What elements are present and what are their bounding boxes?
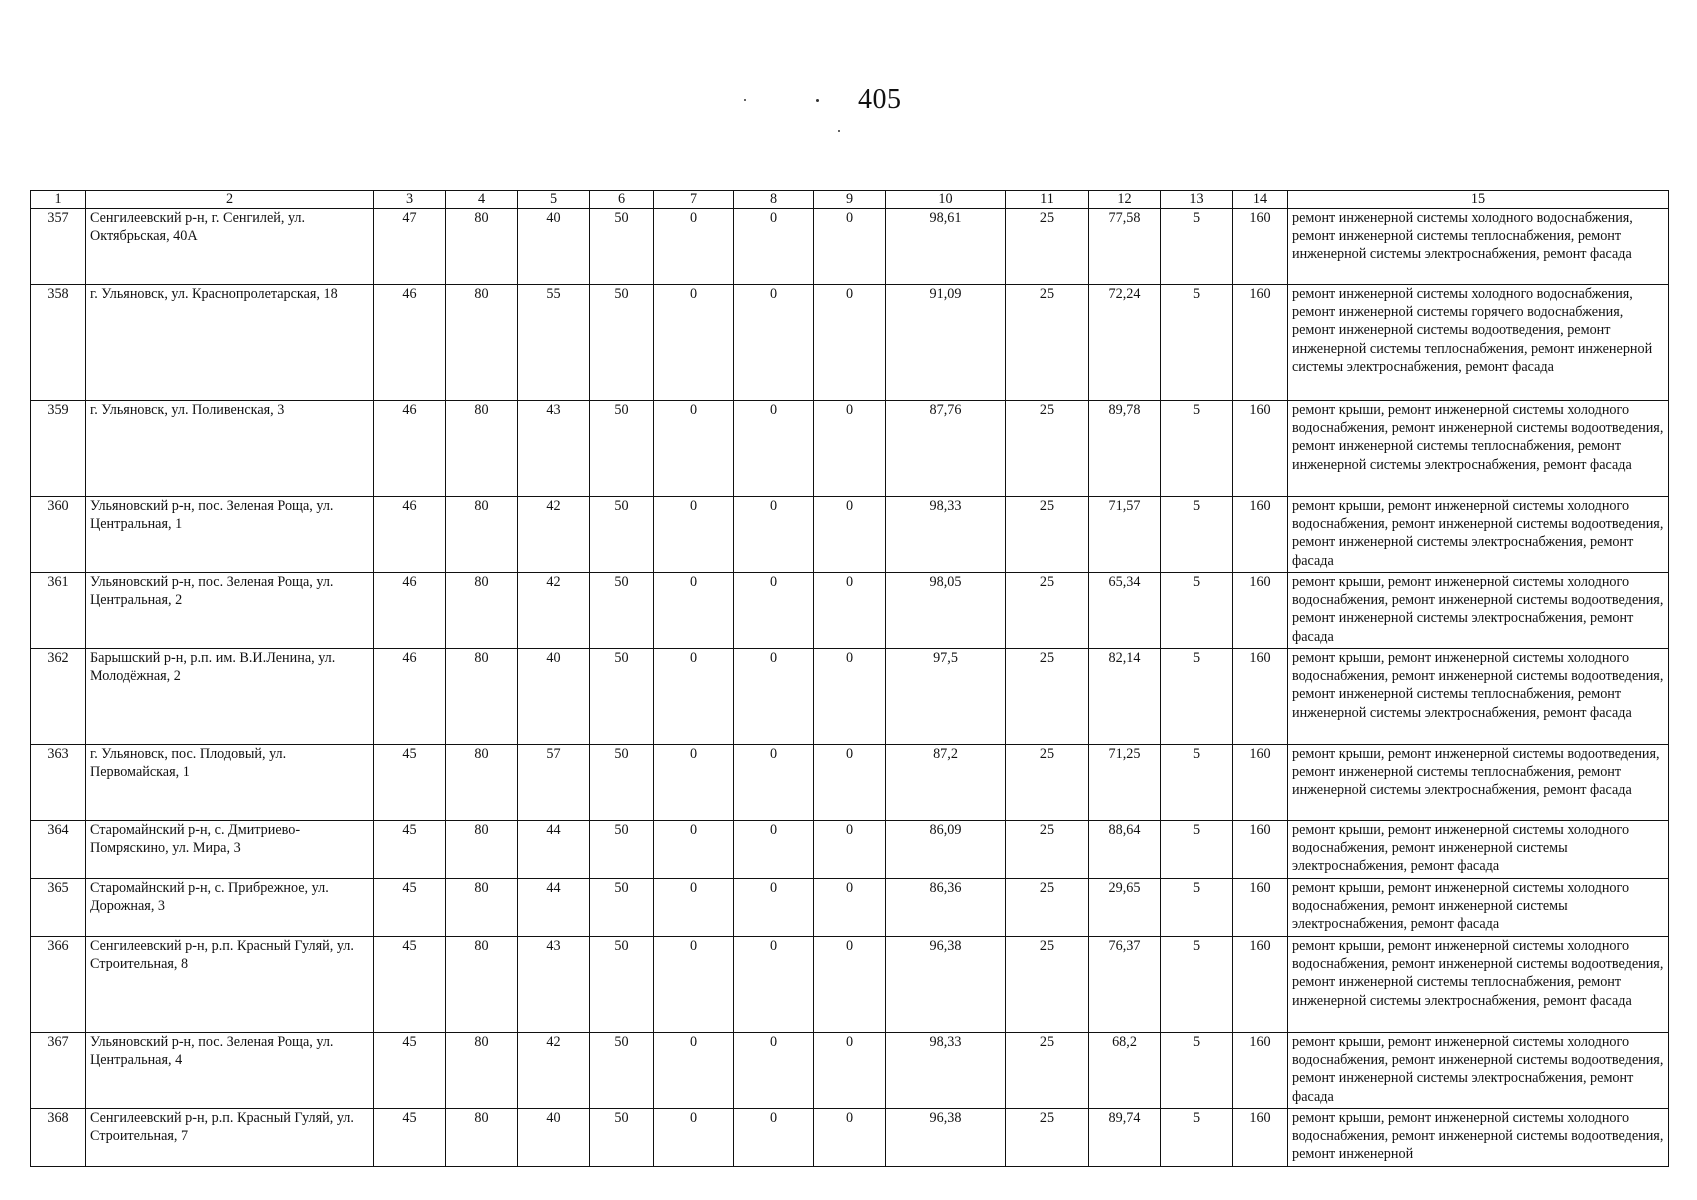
address-cell: Сенгилеевский р-н, р.п. Красный Гуляй, ул. Строительная, 7 xyxy=(86,1109,374,1167)
column-header-13: 13 xyxy=(1161,191,1233,209)
col-12-cell: 72,24 xyxy=(1089,285,1161,401)
col-8-cell: 0 xyxy=(734,497,814,573)
col-6-cell: 50 xyxy=(590,1033,654,1109)
row-number-cell: 359 xyxy=(31,401,86,497)
address-cell: Старомайнский р-н, с. Прибрежное, ул. Дорожная, 3 xyxy=(86,879,374,937)
col-13-cell: 5 xyxy=(1161,821,1233,879)
col-9-cell: 0 xyxy=(814,1109,886,1167)
col-10-cell: 98,33 xyxy=(886,497,1006,573)
col-13-cell: 5 xyxy=(1161,937,1233,1033)
address-cell: Ульяновский р-н, пос. Зеленая Роща, ул. Центральная, 1 xyxy=(86,497,374,573)
col-5-cell: 44 xyxy=(518,821,590,879)
works-list-cell: ремонт крыши, ремонт инженерной системы холодного водоснабжения, ремонт инженерной системы водоотведения, ремонт инженерной системы электроснабжения, ремонт фасада xyxy=(1288,1033,1669,1109)
col-11-cell: 25 xyxy=(1006,401,1089,497)
col-3-cell: 46 xyxy=(374,649,446,745)
col-4-cell: 80 xyxy=(446,937,518,1033)
col-9-cell: 0 xyxy=(814,209,886,285)
col-11-cell: 25 xyxy=(1006,937,1089,1033)
col-13-cell: 5 xyxy=(1161,1033,1233,1109)
table-row xyxy=(31,573,1669,649)
col-14-cell: 160 xyxy=(1233,285,1288,401)
col-5-cell: 42 xyxy=(518,497,590,573)
table-row xyxy=(31,497,1669,573)
col-12-cell: 29,65 xyxy=(1089,879,1161,937)
column-header-7: 7 xyxy=(654,191,734,209)
col-11-cell: 25 xyxy=(1006,1109,1089,1167)
scan-speck xyxy=(816,99,819,102)
column-header-11: 11 xyxy=(1006,191,1089,209)
row-number-cell: 366 xyxy=(31,937,86,1033)
col-8-cell: 0 xyxy=(734,745,814,821)
column-header-15: 15 xyxy=(1288,191,1669,209)
col-5-cell: 42 xyxy=(518,1033,590,1109)
column-header-4: 4 xyxy=(446,191,518,209)
col-10-cell: 96,38 xyxy=(886,937,1006,1033)
column-number-header xyxy=(31,191,1669,209)
col-8-cell: 0 xyxy=(734,573,814,649)
address-cell: Старомайнский р-н, с. Дмитриево-Помряскино, ул. Мира, 3 xyxy=(86,821,374,879)
col-9-cell: 0 xyxy=(814,745,886,821)
col-7-cell: 0 xyxy=(654,745,734,821)
col-9-cell: 0 xyxy=(814,879,886,937)
scan-speck xyxy=(744,99,746,101)
col-11-cell: 25 xyxy=(1006,649,1089,745)
column-header-5: 5 xyxy=(518,191,590,209)
table-row xyxy=(31,285,1669,401)
table-body xyxy=(31,209,1669,1167)
col-8-cell: 0 xyxy=(734,401,814,497)
col-13-cell: 5 xyxy=(1161,401,1233,497)
table-row xyxy=(31,1109,1669,1167)
col-12-cell: 68,2 xyxy=(1089,1033,1161,1109)
col-6-cell: 50 xyxy=(590,401,654,497)
works-list-cell: ремонт инженерной системы холодного водоснабжения, ремонт инженерной системы горячего водоснабжения, ремонт инженерной системы водоотведения, ремонт инженерной системы теплоснабжения, ремонт инженерной системы электроснабжения, ремонт фасада xyxy=(1288,285,1669,401)
works-list-cell: ремонт крыши, ремонт инженерной системы холодного водоснабжения, ремонт инженерной системы водоотведения, ремонт инженерной системы электроснабжения, ремонт фасада xyxy=(1288,497,1669,573)
col-5-cell: 57 xyxy=(518,745,590,821)
col-7-cell: 0 xyxy=(654,497,734,573)
col-14-cell: 160 xyxy=(1233,1033,1288,1109)
col-13-cell: 5 xyxy=(1161,745,1233,821)
col-10-cell: 87,2 xyxy=(886,745,1006,821)
col-5-cell: 43 xyxy=(518,401,590,497)
col-3-cell: 45 xyxy=(374,821,446,879)
col-10-cell: 98,61 xyxy=(886,209,1006,285)
col-10-cell: 98,05 xyxy=(886,573,1006,649)
col-3-cell: 45 xyxy=(374,1033,446,1109)
works-list-cell: ремонт крыши, ремонт инженерной системы холодного водоснабжения, ремонт инженерной системы водоотведения, ремонт инженерной системы теплоснабжения, ремонт инженерной системы электроснабжения, ремонт фасада xyxy=(1288,937,1669,1033)
column-header-8: 8 xyxy=(734,191,814,209)
col-6-cell: 50 xyxy=(590,649,654,745)
col-6-cell: 50 xyxy=(590,573,654,649)
col-13-cell: 5 xyxy=(1161,497,1233,573)
scan-speck xyxy=(838,130,840,132)
col-10-cell: 86,36 xyxy=(886,879,1006,937)
col-12-cell: 65,34 xyxy=(1089,573,1161,649)
col-10-cell: 91,09 xyxy=(886,285,1006,401)
col-12-cell: 77,58 xyxy=(1089,209,1161,285)
col-13-cell: 5 xyxy=(1161,573,1233,649)
col-14-cell: 160 xyxy=(1233,745,1288,821)
col-7-cell: 0 xyxy=(654,573,734,649)
col-4-cell: 80 xyxy=(446,573,518,649)
table-row xyxy=(31,879,1669,937)
address-cell: Сенгилеевский р-н, р.п. Красный Гуляй, ул. Строительная, 8 xyxy=(86,937,374,1033)
col-5-cell: 40 xyxy=(518,1109,590,1167)
col-3-cell: 45 xyxy=(374,1109,446,1167)
col-3-cell: 45 xyxy=(374,937,446,1033)
col-12-cell: 76,37 xyxy=(1089,937,1161,1033)
works-list-cell: ремонт крыши, ремонт инженерной системы холодного водоснабжения, ремонт инженерной системы водоотведения, ремонт инженерной системы теплоснабжения, ремонт инженерной системы электроснабжения, ремонт фасада xyxy=(1288,649,1669,745)
col-7-cell: 0 xyxy=(654,401,734,497)
col-3-cell: 45 xyxy=(374,745,446,821)
col-13-cell: 5 xyxy=(1161,1109,1233,1167)
works-list-cell: ремонт крыши, ремонт инженерной системы холодного водоснабжения, ремонт инженерной системы водоотведения, ремонт инженерной системы электроснабжения, ремонт фасада xyxy=(1288,573,1669,649)
column-header-14: 14 xyxy=(1233,191,1288,209)
col-13-cell: 5 xyxy=(1161,285,1233,401)
page-number: 405 xyxy=(858,84,902,115)
col-9-cell: 0 xyxy=(814,1033,886,1109)
column-header-9: 9 xyxy=(814,191,886,209)
col-11-cell: 25 xyxy=(1006,745,1089,821)
row-number-cell: 362 xyxy=(31,649,86,745)
col-7-cell: 0 xyxy=(654,821,734,879)
col-9-cell: 0 xyxy=(814,821,886,879)
address-cell: Барышский р-н, р.п. им. В.И.Ленина, ул. Молодёжная, 2 xyxy=(86,649,374,745)
col-3-cell: 46 xyxy=(374,573,446,649)
table-row xyxy=(31,1033,1669,1109)
row-number-cell: 361 xyxy=(31,573,86,649)
table-row xyxy=(31,209,1669,285)
col-4-cell: 80 xyxy=(446,745,518,821)
col-14-cell: 160 xyxy=(1233,573,1288,649)
col-9-cell: 0 xyxy=(814,573,886,649)
works-list-cell: ремонт инженерной системы холодного водоснабжения, ремонт инженерной системы теплоснабжения, ремонт инженерной системы электроснабжения, ремонт фасада xyxy=(1288,209,1669,285)
col-8-cell: 0 xyxy=(734,821,814,879)
row-number-cell: 365 xyxy=(31,879,86,937)
col-12-cell: 71,25 xyxy=(1089,745,1161,821)
works-list-cell: ремонт крыши, ремонт инженерной системы холодного водоснабжения, ремонт инженерной системы электроснабжения, ремонт фасада xyxy=(1288,821,1669,879)
col-7-cell: 0 xyxy=(654,285,734,401)
col-8-cell: 0 xyxy=(734,1033,814,1109)
col-14-cell: 160 xyxy=(1233,497,1288,573)
column-header-2: 2 xyxy=(86,191,374,209)
address-cell: Ульяновский р-н, пос. Зеленая Роща, ул. Центральная, 4 xyxy=(86,1033,374,1109)
col-14-cell: 160 xyxy=(1233,1109,1288,1167)
col-8-cell: 0 xyxy=(734,649,814,745)
works-list-cell: ремонт крыши, ремонт инженерной системы холодного водоснабжения, ремонт инженерной системы водоотведения, ремонт инженерной системы теплоснабжения, ремонт инженерной системы электроснабжения, ремонт фасада xyxy=(1288,401,1669,497)
housing-repair-table xyxy=(30,190,1669,1167)
col-4-cell: 80 xyxy=(446,401,518,497)
col-10-cell: 96,38 xyxy=(886,1109,1006,1167)
col-12-cell: 89,78 xyxy=(1089,401,1161,497)
col-11-cell: 25 xyxy=(1006,1033,1089,1109)
col-13-cell: 5 xyxy=(1161,209,1233,285)
col-9-cell: 0 xyxy=(814,285,886,401)
address-cell: Ульяновский р-н, пос. Зеленая Роща, ул. Центральная, 2 xyxy=(86,573,374,649)
col-6-cell: 50 xyxy=(590,497,654,573)
row-number-cell: 358 xyxy=(31,285,86,401)
col-3-cell: 47 xyxy=(374,209,446,285)
works-list-cell: ремонт крыши, ремонт инженерной системы водоотведения, ремонт инженерной системы теплоснабжения, ремонт инженерной системы электроснабжения, ремонт фасада xyxy=(1288,745,1669,821)
col-12-cell: 82,14 xyxy=(1089,649,1161,745)
col-12-cell: 71,57 xyxy=(1089,497,1161,573)
col-4-cell: 80 xyxy=(446,1109,518,1167)
col-3-cell: 45 xyxy=(374,879,446,937)
column-header-12: 12 xyxy=(1089,191,1161,209)
col-4-cell: 80 xyxy=(446,649,518,745)
col-7-cell: 0 xyxy=(654,1109,734,1167)
row-number-cell: 364 xyxy=(31,821,86,879)
works-list-cell: ремонт крыши, ремонт инженерной системы холодного водоснабжения, ремонт инженерной системы электроснабжения, ремонт фасада xyxy=(1288,879,1669,937)
col-14-cell: 160 xyxy=(1233,821,1288,879)
col-6-cell: 50 xyxy=(590,285,654,401)
row-number-cell: 367 xyxy=(31,1033,86,1109)
col-9-cell: 0 xyxy=(814,649,886,745)
col-11-cell: 25 xyxy=(1006,209,1089,285)
col-8-cell: 0 xyxy=(734,937,814,1033)
col-14-cell: 160 xyxy=(1233,879,1288,937)
col-5-cell: 40 xyxy=(518,649,590,745)
col-7-cell: 0 xyxy=(654,879,734,937)
col-6-cell: 50 xyxy=(590,937,654,1033)
col-10-cell: 86,09 xyxy=(886,821,1006,879)
row-number-cell: 357 xyxy=(31,209,86,285)
works-list-cell: ремонт крыши, ремонт инженерной системы холодного водоснабжения, ремонт инженерной системы водоотведения, ремонт инженерной xyxy=(1288,1109,1669,1167)
col-10-cell: 98,33 xyxy=(886,1033,1006,1109)
column-header-10: 10 xyxy=(886,191,1006,209)
col-9-cell: 0 xyxy=(814,497,886,573)
row-number-cell: 363 xyxy=(31,745,86,821)
col-3-cell: 46 xyxy=(374,285,446,401)
col-4-cell: 80 xyxy=(446,1033,518,1109)
col-9-cell: 0 xyxy=(814,401,886,497)
col-4-cell: 80 xyxy=(446,821,518,879)
col-11-cell: 25 xyxy=(1006,821,1089,879)
col-8-cell: 0 xyxy=(734,879,814,937)
col-9-cell: 0 xyxy=(814,937,886,1033)
col-8-cell: 0 xyxy=(734,209,814,285)
col-5-cell: 42 xyxy=(518,573,590,649)
address-cell: г. Ульяновск, ул. Краснопролетарская, 18 xyxy=(86,285,374,401)
col-5-cell: 44 xyxy=(518,879,590,937)
col-8-cell: 0 xyxy=(734,1109,814,1167)
table-row xyxy=(31,745,1669,821)
col-13-cell: 5 xyxy=(1161,879,1233,937)
col-11-cell: 25 xyxy=(1006,573,1089,649)
col-3-cell: 46 xyxy=(374,497,446,573)
address-cell: г. Ульяновск, пос. Плодовый, ул. Первомайская, 1 xyxy=(86,745,374,821)
table-row xyxy=(31,649,1669,745)
col-5-cell: 43 xyxy=(518,937,590,1033)
col-10-cell: 97,5 xyxy=(886,649,1006,745)
table-row xyxy=(31,401,1669,497)
row-number-cell: 368 xyxy=(31,1109,86,1167)
table-row xyxy=(31,821,1669,879)
col-14-cell: 160 xyxy=(1233,401,1288,497)
col-6-cell: 50 xyxy=(590,879,654,937)
col-7-cell: 0 xyxy=(654,209,734,285)
col-4-cell: 80 xyxy=(446,879,518,937)
col-3-cell: 46 xyxy=(374,401,446,497)
col-6-cell: 50 xyxy=(590,821,654,879)
col-14-cell: 160 xyxy=(1233,937,1288,1033)
col-8-cell: 0 xyxy=(734,285,814,401)
row-number-cell: 360 xyxy=(31,497,86,573)
col-13-cell: 5 xyxy=(1161,649,1233,745)
col-14-cell: 160 xyxy=(1233,649,1288,745)
col-7-cell: 0 xyxy=(654,649,734,745)
col-7-cell: 0 xyxy=(654,937,734,1033)
col-14-cell: 160 xyxy=(1233,209,1288,285)
column-header-3: 3 xyxy=(374,191,446,209)
col-4-cell: 80 xyxy=(446,497,518,573)
column-header-1: 1 xyxy=(31,191,86,209)
col-5-cell: 40 xyxy=(518,209,590,285)
column-header-6: 6 xyxy=(590,191,654,209)
col-6-cell: 50 xyxy=(590,745,654,821)
col-4-cell: 80 xyxy=(446,285,518,401)
col-6-cell: 50 xyxy=(590,1109,654,1167)
col-12-cell: 88,64 xyxy=(1089,821,1161,879)
col-5-cell: 55 xyxy=(518,285,590,401)
col-11-cell: 25 xyxy=(1006,285,1089,401)
col-4-cell: 80 xyxy=(446,209,518,285)
col-10-cell: 87,76 xyxy=(886,401,1006,497)
col-11-cell: 25 xyxy=(1006,497,1089,573)
table-row xyxy=(31,937,1669,1033)
col-7-cell: 0 xyxy=(654,1033,734,1109)
col-6-cell: 50 xyxy=(590,209,654,285)
address-cell: г. Ульяновск, ул. Поливенская, 3 xyxy=(86,401,374,497)
address-cell: Сенгилеевский р-н, г. Сенгилей, ул. Октябрьская, 40А xyxy=(86,209,374,285)
col-12-cell: 89,74 xyxy=(1089,1109,1161,1167)
col-11-cell: 25 xyxy=(1006,879,1089,937)
